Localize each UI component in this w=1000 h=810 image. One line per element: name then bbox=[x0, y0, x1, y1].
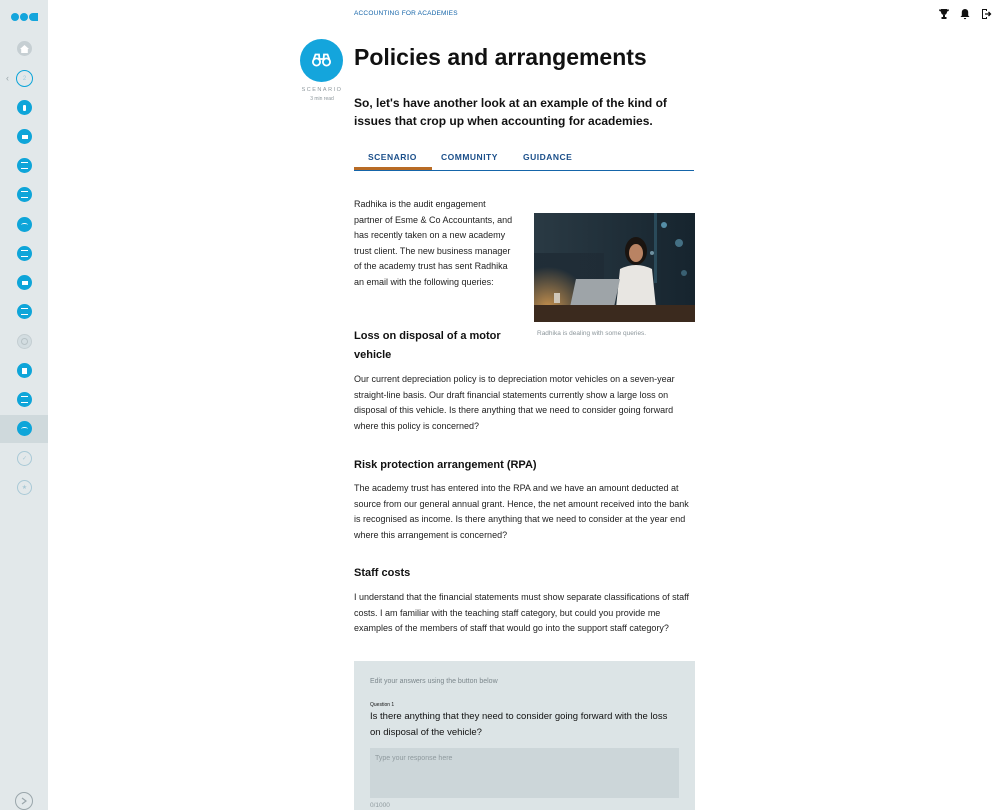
sidebar-item-video-2[interactable] bbox=[0, 269, 48, 297]
sidebar-item-document[interactable] bbox=[0, 357, 48, 385]
scenario-intro-paragraph: Radhika is the audit engagement partner of Esme & Co Accountants, and has recently taken on a new academy trust client. The new business manager of the academy trust has sent Radhika an email with the following queries: bbox=[354, 199, 513, 287]
answer-panel bbox=[354, 661, 695, 810]
scenario-icon bbox=[17, 100, 32, 115]
question-text: Is there anything that they need to consider going forward with the loss on disposal of the vehicle? bbox=[370, 711, 668, 738]
quiz-icon bbox=[17, 334, 32, 349]
section-heading: Risk protection arrangement (RPA) bbox=[354, 459, 537, 471]
tab-scenario[interactable]: SCENARIO bbox=[368, 152, 417, 162]
edit-hint: Edit your answers using the button below bbox=[370, 678, 498, 685]
list-icon bbox=[17, 246, 32, 261]
section-text: I understand that the financial statements must show separate classifications of staff costs. I am familiar with the teaching staff category, but could you provide me examples of the members of staff that would go into the support staff category? bbox=[354, 592, 690, 634]
page-title: Policies and arrangements bbox=[354, 44, 647, 70]
document-icon bbox=[17, 363, 32, 378]
list-icon bbox=[17, 158, 32, 173]
award-icon: ★ bbox=[17, 480, 32, 495]
sidebar-item-list-1[interactable] bbox=[0, 152, 48, 180]
section-text: Our current depreciation policy is to depreciation motor vehicles on a seven-year straight-line basis. Our draft financial statements currently show a large loss on disposal of this vehicle. Is there anything that we need to consider going forward where this policy is concerned? bbox=[354, 374, 675, 431]
sidebar-item-video-1[interactable] bbox=[0, 123, 48, 151]
logout-icon[interactable] bbox=[980, 7, 992, 19]
scenario-photo bbox=[534, 213, 695, 322]
active-tab-indicator bbox=[354, 167, 432, 170]
video-icon bbox=[17, 275, 32, 290]
sidebar-item-check[interactable] bbox=[0, 445, 48, 473]
section-heading: Loss on disposal of a motor vehicle bbox=[354, 330, 501, 361]
character-counter: 0/1000 bbox=[370, 802, 390, 809]
read-time: 3 min read bbox=[310, 96, 334, 102]
list-icon bbox=[17, 304, 32, 319]
sidebar-item-progress[interactable] bbox=[0, 65, 48, 93]
expand-sidebar-button[interactable] bbox=[15, 792, 33, 810]
sidebar-item-scenario[interactable] bbox=[0, 94, 48, 122]
badge-label: SCENARIO bbox=[301, 87, 343, 93]
sidebar-item-list-5[interactable] bbox=[0, 386, 48, 414]
app-logo[interactable] bbox=[11, 12, 39, 22]
question-label: Question 1 bbox=[370, 702, 395, 708]
check-icon: ✓ bbox=[17, 451, 32, 466]
intro-text: So, let's have another look at an example of the kind of issues that crop up when accounting for academies. bbox=[354, 96, 667, 128]
tab-community[interactable]: COMMUNITY bbox=[441, 152, 498, 162]
sidebar-item-activity-1[interactable] bbox=[0, 211, 48, 239]
section-text: The academy trust has entered into the RPA and we have an amount deducted at source from our general annual grant. Hence, the net amount received into the bank is recognised as income. Is there anything that we need to consider at the year end where this arrangement is concerned? bbox=[354, 483, 689, 540]
sidebar-item-activity-2[interactable] bbox=[0, 415, 48, 443]
list-icon bbox=[17, 392, 32, 407]
home-icon bbox=[17, 41, 32, 56]
trophy-icon[interactable] bbox=[938, 7, 950, 19]
activity-icon bbox=[17, 217, 32, 232]
tab-guidance[interactable]: GUIDANCE bbox=[523, 152, 573, 162]
sidebar-item-list-4[interactable] bbox=[0, 298, 48, 326]
top-toolbar bbox=[938, 7, 992, 19]
chevron-right-icon bbox=[21, 797, 27, 805]
progress-icon bbox=[16, 70, 33, 87]
sidebar-item-quiz[interactable] bbox=[0, 328, 48, 356]
tab-bar bbox=[354, 148, 694, 171]
section-heading: Staff costs bbox=[354, 567, 411, 579]
progress-label: 2 bbox=[22, 75, 27, 82]
sidebar-item-list-2[interactable] bbox=[0, 181, 48, 209]
activity-icon bbox=[17, 421, 32, 436]
image-caption: Radhika is dealing with some queries. bbox=[537, 330, 647, 337]
binoculars-icon bbox=[300, 39, 343, 82]
bell-icon[interactable] bbox=[959, 7, 971, 19]
chevron-left-icon[interactable]: ‹ bbox=[6, 73, 9, 83]
response-input[interactable] bbox=[370, 748, 679, 798]
breadcrumb[interactable]: ACCOUNTING FOR ACADEMIES bbox=[354, 10, 458, 17]
woman-laptop-image bbox=[534, 213, 695, 322]
sidebar-item-award[interactable] bbox=[0, 474, 48, 502]
sidebar-item-list-3[interactable] bbox=[0, 240, 48, 268]
sidebar-item-home[interactable] bbox=[0, 35, 48, 63]
list-icon bbox=[17, 187, 32, 202]
sidebar bbox=[0, 0, 48, 810]
scenario-badge bbox=[300, 39, 343, 82]
response-placeholder: Type your response here bbox=[375, 755, 453, 762]
video-icon bbox=[17, 129, 32, 144]
